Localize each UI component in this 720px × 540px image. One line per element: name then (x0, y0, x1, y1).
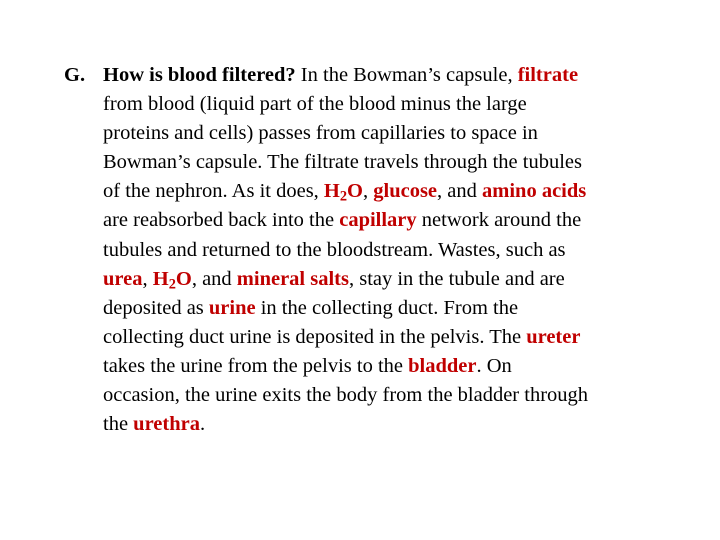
text-run: , and (191, 267, 237, 290)
text-run: , and (437, 180, 483, 203)
paragraph-g (64, 61, 684, 439)
text-line (103, 90, 684, 119)
text-line (103, 61, 684, 90)
term-glucose: glucose (373, 180, 438, 203)
term-urea: urea (103, 267, 143, 290)
text-run: deposited as (103, 296, 209, 319)
text-line (103, 236, 684, 265)
text-run: takes the urine from the pelvis to the (103, 354, 409, 377)
text-run: Bowman’s capsule. The filtrate travels through the tubules (103, 151, 582, 174)
text-line (103, 352, 684, 381)
term-filtrate: filtrate (517, 64, 579, 86)
text-line (103, 265, 684, 294)
text-run: collecting duct urine is deposited in the pelvis. The (103, 325, 527, 348)
term-ureter: ureter (526, 325, 581, 348)
text-line (103, 410, 684, 439)
text-run: proteins and cells) passes from capillaries to space in (103, 122, 538, 145)
text-run: tubules and returned to the bloodstream. Wastes, such as (103, 238, 566, 261)
text-run: . On (476, 354, 512, 377)
text-run: . (199, 413, 206, 436)
term-urine: urine (208, 296, 256, 319)
text-run: , (142, 267, 153, 290)
text-line (103, 119, 684, 148)
text-line (103, 323, 684, 352)
term-capillary: capillary (339, 209, 417, 232)
paragraph-text (103, 61, 684, 439)
text-run: occasion, the urine exits the body from the bladder through (103, 384, 589, 407)
text-run: are reabsorbed back into the (103, 209, 340, 232)
text-run: from blood (liquid part of the blood minus the large (103, 93, 527, 116)
text-run: the (103, 413, 134, 436)
text-run: , (363, 180, 374, 203)
term-urethra: urethra (133, 413, 200, 436)
item-label: G. (64, 64, 86, 86)
text-line (103, 294, 684, 323)
term-mineral-salts: mineral salts (236, 267, 349, 290)
text-run: network around the (416, 209, 582, 232)
text-line (103, 206, 684, 235)
text-line (103, 381, 684, 410)
text-run: in the collecting duct. From the (255, 296, 519, 319)
text-run: of the nephron. As it does, (103, 180, 324, 203)
text-run: In the Bowman’s capsule, (295, 64, 518, 86)
term-amino-acids: amino acids (482, 180, 587, 203)
question-heading: How is blood filtered? (103, 64, 296, 86)
term-bladder: bladder (408, 354, 477, 377)
term-h2o: $H_2O$ (152, 267, 192, 293)
text-line (103, 177, 684, 206)
term-h2o: $H_2O$ (323, 180, 363, 205)
text-run: , stay in the tubule and are (348, 267, 565, 290)
text-line (103, 148, 684, 177)
